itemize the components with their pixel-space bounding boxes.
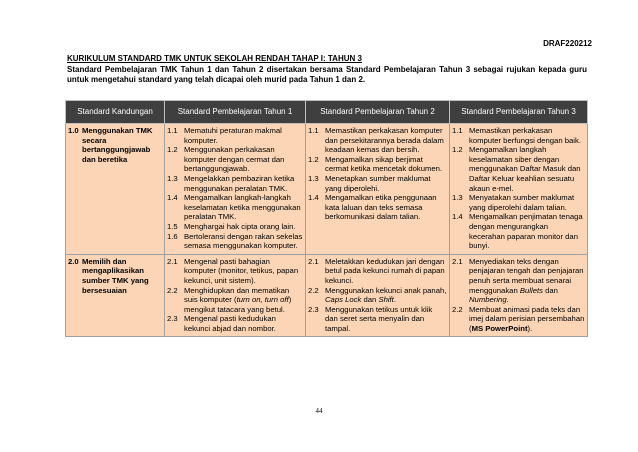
standard-kandungan	[68, 126, 162, 164]
item-number: 2.1	[167, 256, 178, 266]
item-number: 1.5	[167, 221, 178, 231]
item-number: 1.2	[452, 145, 463, 155]
item-text: Menghidupkan dan mematikan suis komputer (turn on, turn off) mengikut tatacara yang betul.	[184, 285, 292, 314]
standard-kandungan-cell	[66, 254, 165, 337]
standard-number: 1.0	[68, 126, 79, 135]
standard-kandungan	[68, 257, 162, 295]
item-number: 1.2	[167, 145, 178, 155]
learning-standards-tahun-2	[306, 124, 450, 255]
learning-standards-tahun-3	[450, 124, 588, 255]
item-number: 1.3	[167, 173, 178, 183]
learning-standard-item	[308, 174, 447, 193]
learning-standard-item	[308, 155, 447, 174]
learning-standard-item	[308, 193, 447, 222]
item-text: Menggunakan tetikus untuk klik dan seret serta menyalin dan tampal.	[325, 304, 433, 333]
item-number: 1.4	[308, 193, 319, 203]
standard-text: Memilih dan mengaplikasikan sumber TMK yang bersesuaian	[82, 256, 149, 295]
curriculum-table	[65, 100, 588, 337]
learning-standard-item	[167, 174, 303, 193]
learning-standard-item	[167, 222, 303, 232]
item-number: 2.2	[452, 304, 463, 314]
item-text: Mengamalkan sikap berjimat cermat ketika mencetak dokumen.	[325, 154, 443, 174]
learning-standard-item	[167, 126, 303, 145]
item-text: Mematuhi peraturan makmal komputer.	[184, 126, 282, 145]
standard-number: 2.0	[68, 256, 79, 266]
item-number: 1.1	[452, 126, 463, 135]
table-row	[66, 254, 588, 337]
header-tahun-2: Standard Pembelajaran Tahun 2	[306, 101, 450, 124]
item-number: 1.1	[308, 126, 319, 135]
document-title: KURIKULUM STANDARD TMK UNTUK SEKOLAH RENDAH TAHAP I: TAHUN 3	[67, 54, 362, 63]
item-number: 1.2	[308, 154, 319, 164]
learning-standard-item	[452, 193, 585, 212]
standard-kandungan-cell	[66, 124, 165, 255]
table-body	[66, 124, 588, 337]
item-text: Menghargai hak cipta orang lain.	[184, 221, 296, 231]
learning-standard-item	[452, 212, 585, 250]
header-tahun-1: Standard Pembelajaran Tahun 1	[165, 101, 306, 124]
header-tahun-3: Standard Pembelajaran Tahun 3	[450, 101, 588, 124]
learning-standard-item	[167, 193, 303, 222]
item-number: 2.3	[308, 304, 319, 314]
header-standard-kandungan: Standard Kandungan	[66, 101, 165, 124]
item-text: Bertoleransi dengan rakan sekelas semasa menggunakan komputer.	[184, 231, 303, 251]
item-number: 1.3	[452, 193, 463, 203]
page-number: 44	[315, 407, 323, 415]
item-text: Mengamalkan penjimatan tenaga dengan mengurangkan kecerahan paparan monitor dan bunyi.	[469, 212, 583, 251]
item-number: 1.3	[308, 173, 319, 183]
learning-standards-tahun-3	[450, 254, 588, 337]
item-text: Menggunakan perkakasan komputer dengan cermat dan bertanggungjawab.	[184, 145, 285, 174]
document-heading	[67, 54, 587, 86]
item-text: Menyatakan sumber maklumat yang diperolehi dalam talian.	[469, 193, 575, 212]
document-intro: Standard Pembelajaran TMK Tahun 1 dan Tahun 2 disertakan bersama Standard Pembelajaran Tahun 3 sebagai rujukan kepada guru untuk mengetahui standard yang telah dicapai oleh murid pada Tahun 1 dan 2.	[67, 64, 587, 84]
learning-standard-item	[452, 126, 585, 145]
item-number: 2.2	[167, 285, 178, 295]
item-text: Mengamalkan langkah keselamatan siber dengan menggunakan Daftar Masuk dan Daftar Keluar keahlian sesuatu akaun e-mel.	[469, 145, 581, 193]
draft-label: DRAF220212	[543, 39, 592, 48]
item-text: Mengamalkan etika penggunaan kata laluan dan teks semasa berkomunikasi dalam talian.	[325, 193, 437, 222]
item-number: 2.3	[167, 314, 178, 324]
item-text: Mengenal pasti kedudukan kekunci abjad dan nombor.	[184, 314, 276, 333]
learning-standard-item	[308, 305, 447, 334]
item-text: Memastikan perkakasan komputer berfungsi dengan baik.	[469, 126, 581, 145]
learning-standard-item	[452, 305, 585, 334]
item-number: 1.6	[167, 231, 178, 241]
item-number: 2.1	[452, 256, 463, 266]
item-text: Memastikan perkakasan komputer dan persekitarannya berada dalam keadaan kemas dan bersih.	[325, 126, 444, 155]
learning-standard-item	[167, 257, 303, 286]
item-text: Mengelakkan pembaziran ketika menggunakan peralatan TMK.	[184, 173, 295, 193]
learning-standard-item	[452, 257, 585, 305]
learning-standard-item	[452, 145, 585, 193]
item-text: Membuat animasi pada teks dan imej dalam perisian persembahan (MS PowerPoint).	[469, 304, 585, 333]
learning-standards-tahun-1	[165, 254, 306, 337]
table-row	[66, 124, 588, 255]
item-text: Menyediakan teks dengan penjajaran tengah dan penjajaran penuh serta membuat senarai menggunakan Bullets dan Numbering.	[469, 256, 584, 305]
learning-standards-tahun-1	[165, 124, 306, 255]
learning-standard-item	[308, 286, 447, 305]
table-header-row	[66, 101, 588, 124]
item-text: Mengenal pasti bahagian komputer (monitor, tetikus, papan kekunci, unit sistem).	[184, 256, 299, 285]
item-text: Menggunakan kekunci anak panah, Caps Lock dan Shift.	[325, 285, 447, 305]
item-number: 1.4	[452, 212, 463, 222]
learning-standard-item	[167, 314, 303, 333]
item-text: Mengamalkan langkah-langkah keselamatan ketika menggunakan peralatan TMK.	[184, 193, 301, 222]
item-text: Menetapkan sumber maklumat yang diperolehi.	[325, 173, 431, 193]
learning-standards-tahun-2	[306, 254, 450, 337]
learning-standard-item	[308, 257, 447, 286]
item-number: 2.2	[308, 285, 319, 295]
learning-standard-item	[167, 286, 303, 315]
learning-standard-item	[308, 126, 447, 155]
item-number: 1.1	[167, 126, 178, 135]
item-number: 2.1	[308, 256, 319, 266]
learning-standard-item	[167, 232, 303, 251]
learning-standard-item	[167, 145, 303, 174]
item-text: Meletakkan kedudukan jari dengan betul pada kekunci rumah di papan kekunci.	[325, 256, 445, 285]
item-number: 1.4	[167, 193, 178, 203]
standard-text: Menggunakan TMK secara bertanggungjawab dan beretika	[82, 126, 153, 164]
